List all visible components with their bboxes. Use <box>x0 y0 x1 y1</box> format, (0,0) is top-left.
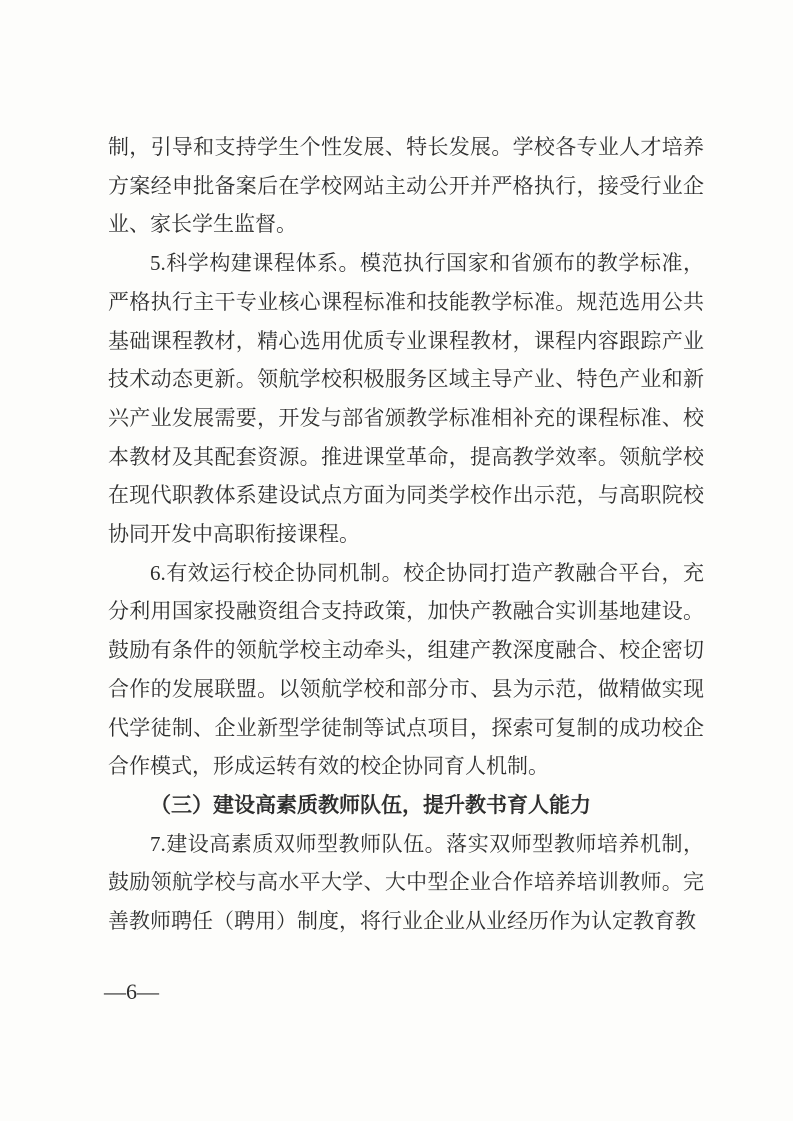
page-number: —6— <box>104 979 159 1004</box>
para-continuation: 制，引导和支持学生个性发展、特长发展。学校各专业人才培养方案经申批备案后在学校网站主动公开并严格执行，接受行业企业、家长学生监督。 <box>108 135 704 237</box>
heading-section-3: （三）建设高素质教师队伍，提升教书育人能力 <box>150 792 591 817</box>
para-item-5: 5.科学构建课程体系。模范执行国家和省颁布的教学标准，严格执行主干专业核心课程标准和技能教学标准。规范选用公共基础课程教材，精心选用优质专业课程教材，课程内容跟踪产业技术动态更新。领航学校积极服务区域主导产业、特色产业和新兴产业发展需要，开发与部省颁教学标准相补充的课程标准、校本教材及其配套资源。推进课堂革命，提高教学效率。领航学校在现代职教体系建设试点方面为同类学校作出示范，与高职院校协同开发中高职衔接课程。 <box>108 251 704 547</box>
para-item-7: 7.建设高素质双师型教师队伍。落实双师型教师培养机制，鼓励领航学校与高水平大学、大中型企业合作培养培训教师。完善教师聘任（聘用）制度，将行业企业从业经历作为认定教育教 <box>108 831 704 934</box>
document-body <box>108 128 704 941</box>
para-item-6: 6.有效运行校企协同机制。校企协同打造产教融合平台，充分利用国家投融资组合支持政策，加快产教融合实训基地建设。鼓励有条件的领航学校主动牵头，组建产教深度融合、校企密切合作的发展联盟。以领航学校和部分市、县为示范，做精做实现代学徒制、企业新型学徒制等试点项目，探索可复制的成功校企合作模式，形成运转有效的校企协同育人机制。 <box>108 560 704 779</box>
